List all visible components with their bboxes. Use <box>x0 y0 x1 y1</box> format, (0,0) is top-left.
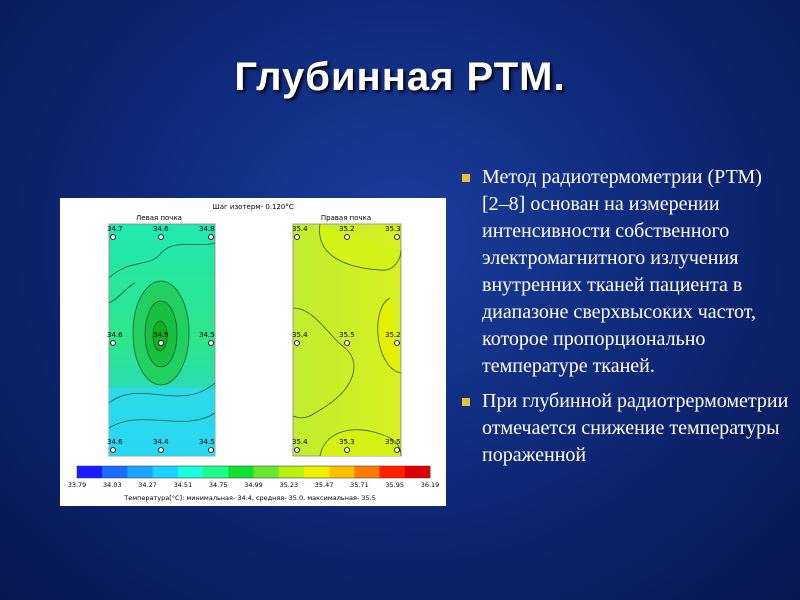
point-label: 35.5 <box>385 438 401 446</box>
point-label: 34.6 <box>107 438 123 446</box>
point-label: 35.4 <box>292 331 308 339</box>
scale-swatch <box>228 466 254 478</box>
scale-tick-label: 34.03 <box>102 481 122 489</box>
bullet-item <box>462 164 792 380</box>
scale-tick-label: 34.99 <box>244 481 263 489</box>
scale-tick-label: 35.71 <box>350 481 369 489</box>
point-label: 34.5 <box>199 438 215 446</box>
scale-tick-label: 35.23 <box>279 481 299 489</box>
left-kidney-map <box>109 224 215 456</box>
figure-footer: Температура[°C]: минимальная- 34.4, средняя- 35.0, максимальная- 35.5 <box>124 494 376 502</box>
point-label: 34.7 <box>107 225 123 233</box>
scale-tick-label: 34.51 <box>173 481 193 489</box>
scale-swatch <box>279 466 305 478</box>
point-label: 35.5 <box>339 331 355 339</box>
scale-swatch <box>254 466 280 478</box>
scale-swatch <box>329 466 355 478</box>
scale-swatch <box>102 466 128 478</box>
square-bullet-icon <box>462 398 470 406</box>
scale-tick-label: 33.79 <box>67 481 87 489</box>
point-label: 35.3 <box>339 438 355 446</box>
bullet-list <box>462 164 792 477</box>
point-label: 35.4 <box>292 438 308 446</box>
right-kidney-map <box>293 224 401 456</box>
color-scale-bar <box>77 466 431 478</box>
scale-swatch <box>405 466 431 478</box>
scale-swatch <box>153 466 179 478</box>
scale-swatch <box>178 466 204 478</box>
scale-swatch <box>380 466 406 478</box>
scale-tick-label: 35.47 <box>314 481 334 489</box>
scale-swatch <box>354 466 380 478</box>
color-scale-labels <box>68 481 440 489</box>
thermogram-figure <box>60 198 446 506</box>
scale-swatch <box>304 466 330 478</box>
bullet-text: При глубинной радиотрермометрии отмечается снижение температуры пораженной <box>482 390 789 466</box>
point-label: 35.2 <box>385 331 401 339</box>
slide-title: Глубинная РТМ. <box>234 55 566 99</box>
scale-swatch <box>127 466 153 478</box>
point-label: 34.5 <box>199 331 215 339</box>
scale-swatch <box>77 466 103 478</box>
figure-header: Шаг изотерм- 0.120°C <box>212 203 294 211</box>
bullet-item <box>462 388 792 469</box>
point-label: 34.9 <box>153 331 169 339</box>
left-panel-label: Левая почка <box>136 214 182 222</box>
point-label: 34.8 <box>199 225 215 233</box>
point-label: 34.6 <box>107 331 123 339</box>
scale-tick-label: 35.95 <box>385 481 405 489</box>
point-label: 35.4 <box>292 225 308 233</box>
point-label: 34.4 <box>153 438 169 446</box>
point-label: 34.6 <box>153 225 169 233</box>
bullet-text: Метод радиотермометрии (РТМ) [2–8] основан на измерении интенсивности собственного электромагнитного излучения внутренних тканей пациента в диапазоне сверхвысоких частот, которое пропорционально температуре тканей. <box>482 166 762 377</box>
point-label: 35.3 <box>385 225 401 233</box>
square-bullet-icon <box>462 174 470 182</box>
scale-tick-label: 34.27 <box>138 481 157 489</box>
point-label: 35.2 <box>339 225 355 233</box>
scale-tick-label: 36.19 <box>420 481 440 489</box>
right-panel-label: Правая почка <box>320 214 372 222</box>
scale-tick-label: 34.75 <box>208 481 228 489</box>
scale-swatch <box>203 466 229 478</box>
